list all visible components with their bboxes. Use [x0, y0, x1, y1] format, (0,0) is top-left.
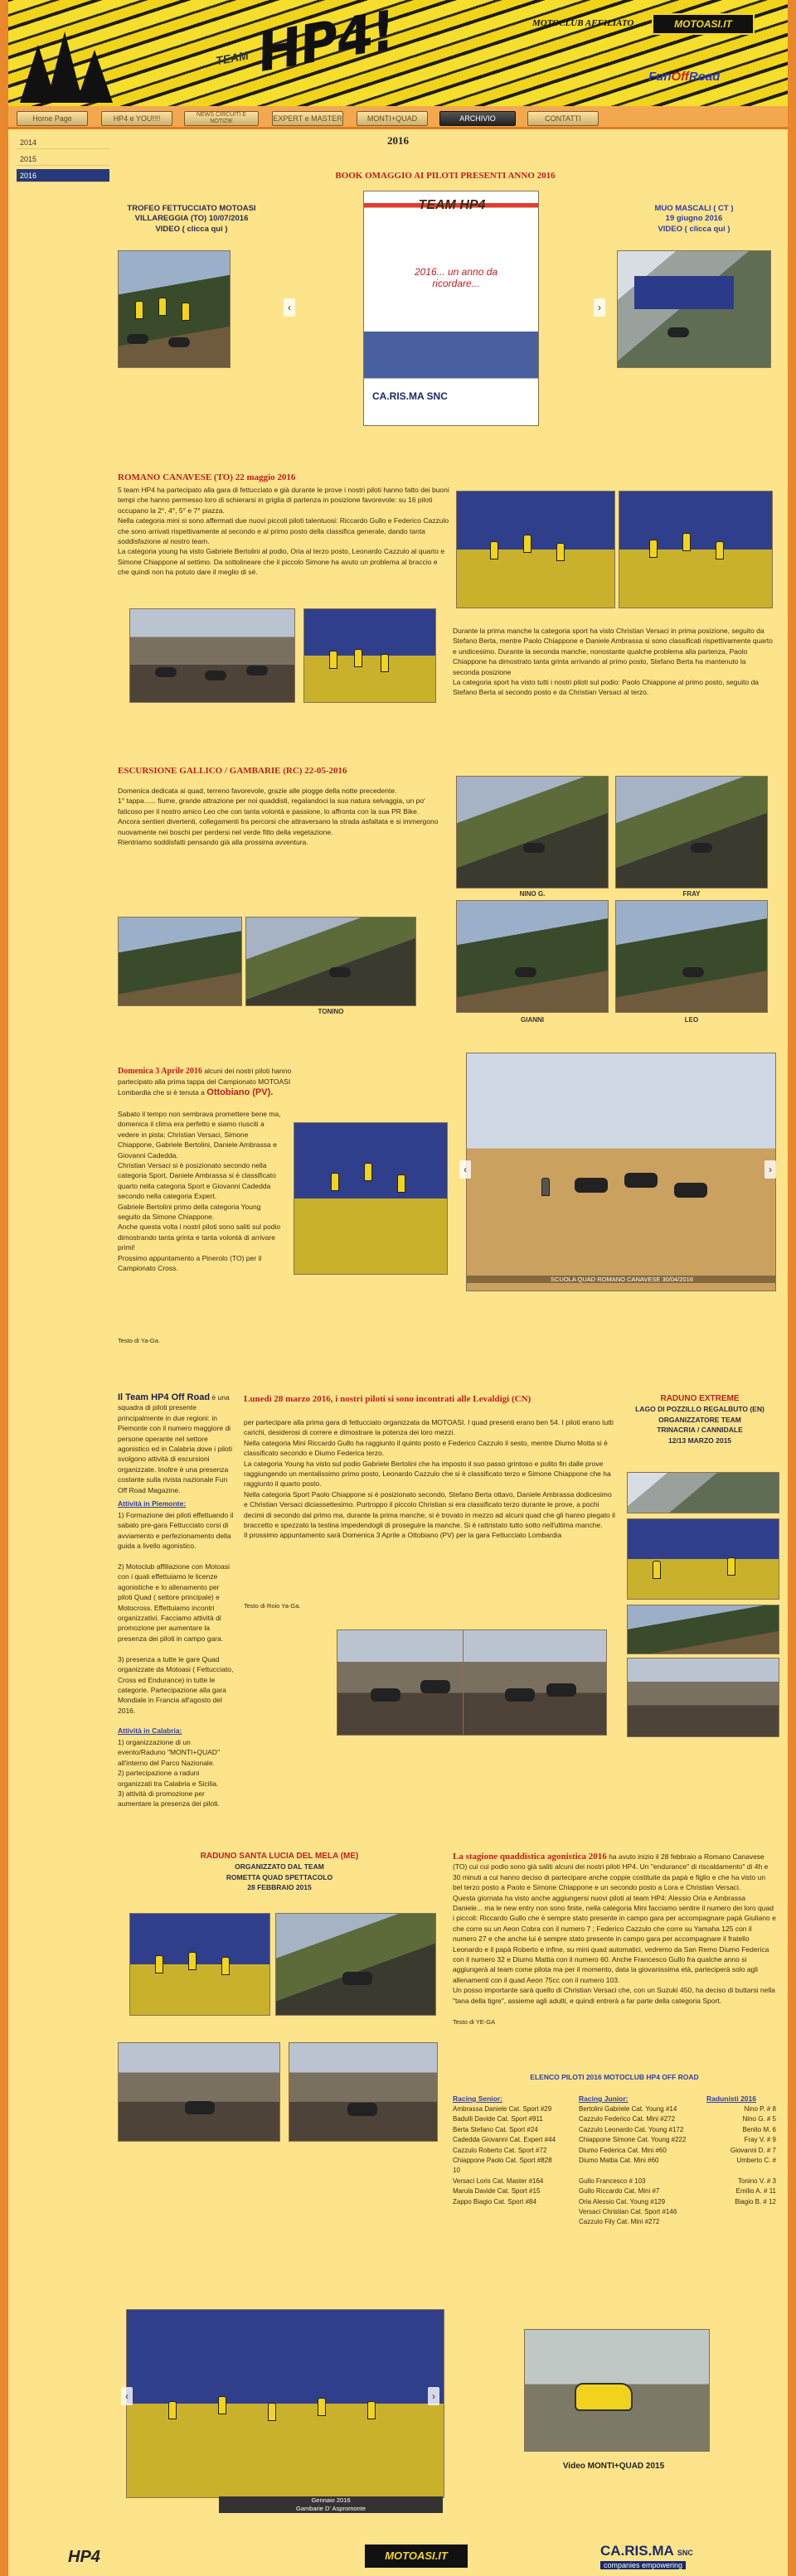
team-hp4-intro: [118, 1392, 234, 1495]
santa-ride-photo-3[interactable]: [289, 2042, 438, 2142]
funoffroad-logo[interactable]: [648, 70, 720, 84]
nav-contatti[interactable]: CONTATTI: [527, 111, 599, 126]
gennaio-photo[interactable]: [126, 2309, 444, 2498]
senior-pilot: Ambrassa Daniele Cat. Sport #29: [453, 2105, 552, 2113]
poster-footer: CA.RIS.MA SNC: [372, 390, 448, 402]
scuola-quad-photo[interactable]: [466, 1053, 776, 1291]
junior-pilot: Gullo Francesco # 103: [579, 2177, 646, 2185]
raduno-dinner-photo[interactable]: [627, 1658, 779, 1737]
motoasi-logo[interactable]: MOTOASI.IT: [652, 13, 755, 35]
rider-figure: [490, 541, 498, 559]
quad-shape: [205, 671, 226, 680]
slider-prev-arrow[interactable]: ‹: [459, 1160, 471, 1179]
team-hp4-intro-text: è una squadra di piloti presente principalmente in due regioni: in Piemonte con il numero maggiore di persone operante nel settore agonistico ed in Calabria dove i piloti svolgono attività di escursioni organizzate. Inoltre è una presenza costante sulla rivista nazionale Fun Off Road Magazine.: [118, 1393, 232, 1494]
senior-pilot: Chiappone Paolo Cat. Sport #828: [453, 2156, 552, 2164]
quad-shape: [342, 1972, 372, 1985]
senior-pilot: Badulli Davide Cat. Sport #911: [453, 2115, 543, 2123]
junior-pilot: Cazzulo Leonardo Cat. Young #172: [579, 2125, 684, 2133]
radunista: Nino G. # 5: [742, 2115, 776, 2123]
quad-shape: [624, 1173, 658, 1188]
senior-pilot: Versaci Loris Cat. Master #164: [453, 2177, 544, 2185]
quad-shape: [546, 1683, 576, 1697]
raduno-extreme-line1: RADUNO EXTREME: [660, 1394, 740, 1403]
nav-expert-master[interactable]: EXPERT e MASTER: [272, 111, 343, 126]
main-nav: [8, 106, 788, 129]
santa-group-photo[interactable]: [129, 1913, 270, 2016]
quad-shape: [168, 337, 190, 347]
quad-shape: [420, 1680, 450, 1693]
scuola-caption: SCUOLA QUAD ROMANO CANAVESE 30/04/2016: [467, 1276, 776, 1283]
santa-line2: ORGANIZZATO DAL TEAM: [235, 1862, 324, 1871]
piemonte-text: 1) Formazione dei piloti effettuando il sabato pre-gara Fettucciato corsi di avviamento e perfezionamento della guida a livello agonistico. 2) Motoclub affiliazione con Motoasi con i quali effettuiamo le licenze agonistiche e lo allenamento per piloti Quad ( settore principale) e Motocross. Effettuiamo incontri organizzativi. Facciamo attività di promozione per aumentare la presenza dei piloti in campo gara. 3) presenza a tutte le gare Quad organizzate da Motoasi ( Fettucciato, Cross ed Endurance) in tutte le categorie. Partecipazione alla gara Mondiale in Francia all'agosto del 2016.: [118, 1511, 234, 1715]
muro-line2: 19 giugno 2016: [665, 214, 723, 224]
junior-pilot: Bertolini Gabriele Cat. Young #14: [579, 2105, 677, 2113]
quad-shape: [155, 667, 177, 677]
rider-figure: [221, 1957, 230, 1975]
junior-pilot: Versaci Christian Cat. Sport #146: [579, 2207, 677, 2215]
radunista: Tonino V. # 3: [738, 2177, 776, 2185]
rider-figure: [367, 2401, 376, 2419]
lunedi-photo-1[interactable]: [337, 1629, 481, 1736]
raduno-banner-photo[interactable]: [627, 1518, 779, 1600]
caption-fray: FRAY: [682, 890, 701, 898]
caption-gianni: GIANNI: [521, 1016, 544, 1024]
rider-figure: [158, 298, 167, 316]
trofeo-caption: [113, 204, 270, 235]
poster-brand: TEAM HP4: [418, 198, 486, 212]
radunisti-list: [706, 2104, 776, 2207]
raduno-lake-photo[interactable]: [627, 1472, 779, 1513]
quad-shape: [682, 967, 704, 977]
site-header: [8, 0, 788, 106]
site-footer: [8, 2536, 788, 2576]
junior-pilot: Chiappone Simone Cat. Young #222: [579, 2136, 687, 2144]
fun-text: Fun: [648, 70, 672, 84]
radunista: Fray V. # 9: [744, 2136, 776, 2144]
domenica-text: Sabato il tempo non sembrava promettere bene ma, domenica il clima era perfetto e siamo riusciti a vedere in pista: Christian Versaci, Simone Chiappone, Gabriele Bertolini, Daniele Ambrassa e Giovanni Cadedda. Christian Versaci si è posizionato secondo nella categoria Sport, Daniele Ambrassa si è classificato quarto nella categoria Sport e Giovanni Cadedda secondo nella categoria Expert. Gabriele Bertolini primo della categoria Young seguito da Simone Chiappone. Anche questa volta i nostri piloti sono saliti sul podio dimostrando tanta grinta e tanta volontà di arrivare primi! Prossimo appuntamento a Pinerolo (TO) per il Campionato Cross.: [118, 1110, 281, 1273]
senior-title: Racing Senior:: [453, 2094, 502, 2103]
raduno-group-photo[interactable]: [627, 1605, 779, 1654]
domenica-title: Domenica 3 Aprile 2016: [118, 1067, 202, 1076]
muro-caption: [617, 204, 771, 235]
junior-pilot: Diumo Mattia Cat. Mini #60: [579, 2156, 659, 2164]
team-hp4-title: Il Team HP4 Off Road: [118, 1392, 211, 1402]
senior-pilot: 10: [453, 2167, 460, 2175]
quad-shape: [523, 843, 545, 853]
raduno-extreme-line5: 12/13 MARZO 2015: [667, 1436, 732, 1445]
quad-shape: [185, 2101, 215, 2114]
rider-figure: [354, 649, 362, 667]
person-figure: [541, 1178, 550, 1196]
radunista: Benito M. 6: [742, 2125, 776, 2133]
elenco-title: ELENCO PILOTI 2016 MOTOCLUB HP4 OFF ROAD: [530, 2073, 699, 2081]
domenica-podium-photo[interactable]: [294, 1122, 448, 1275]
trofeo-line1: TROFEO FETTUCCIATO MOTOASI: [127, 204, 256, 213]
romano-track-photo[interactable]: [129, 608, 295, 703]
sidebar-year-2015[interactable]: 2015: [17, 153, 109, 166]
motoclub-affiliato: MOTOCLUB AFFILIATO: [532, 18, 634, 28]
santa-lucia-caption: [118, 1852, 441, 1893]
romano-podium-photo-1[interactable]: [456, 491, 615, 608]
nav-home[interactable]: Home Page: [17, 111, 88, 126]
junior-pilot: Cazzulo Fily Cat. Mini #272: [579, 2218, 660, 2226]
santa-ride-photo-2[interactable]: [118, 2042, 280, 2142]
book-poster[interactable]: [363, 191, 539, 426]
carisma-snc: SNC: [677, 2549, 693, 2557]
footer-motoasi-logo[interactable]: MOTOASI.IT: [365, 2545, 468, 2568]
rider-figure: [329, 651, 337, 669]
poster-text: 2016... un anno da ricordare...: [414, 266, 498, 289]
caption-tonino: TONINO: [318, 1008, 344, 1015]
car-shape: [575, 2383, 633, 2411]
rider-figure: [182, 303, 190, 321]
lunedi-photo-2[interactable]: [463, 1629, 607, 1736]
rider-figure: [318, 2398, 326, 2416]
quad-shape: [246, 666, 268, 675]
carisma-subtitle: companies empowering: [600, 2561, 686, 2569]
nav-archivio[interactable]: ARCHIVIO: [439, 111, 516, 126]
senior-pilot: Zappo Biagio Cat. Sport #84: [453, 2197, 536, 2206]
sidebar-year-2014[interactable]: 2014: [17, 136, 109, 149]
escursione-title: ESCURSIONE GALLICO / GAMBARIE (RC) 22-05-2016: [118, 766, 347, 776]
lunedi-credit: Testo di Roio Ya-Ga.: [244, 1602, 301, 1610]
radunista: Biagio B. # 12: [735, 2197, 776, 2206]
calabria-text: 1) organizzazione di un evento/Raduno "MONTI+QUAD" all'interno del Parco Nazionale. 2) partecipazione a raduni organizzati tra Calabria e Sicilia. 3) attività di promozione per aumentare la presenza dei piloti.: [118, 1738, 220, 1809]
quad-shape: [691, 843, 712, 853]
rider-figure: [381, 654, 389, 672]
radunista: Giovanni D. # 7: [730, 2146, 776, 2154]
carisma-text: CA.RIS.MA: [600, 2543, 674, 2559]
junior-list: [579, 2104, 703, 2228]
gennaio-caption-line1: Gennaio 2016: [311, 2496, 351, 2504]
caption-leo: LEO: [684, 1016, 699, 1024]
radunista: Umberto C. #: [736, 2156, 776, 2164]
raduno-extreme-caption: [624, 1394, 776, 1445]
rider-figure: [364, 1163, 372, 1181]
rider-figure: [649, 540, 658, 558]
quad-shape: [347, 2103, 377, 2116]
slider-next-arrow[interactable]: ›: [764, 1160, 776, 1179]
escursione-text: Domenica dedicata ai quad, terreno favorevole, grazie alle piogge della notte precedente. 1° tappa...... fiume, grande attrazione per noi quaddisti, regalandoci la sua natura selvaggia, un po' faticoso per il nostro amico Leo che con tanta volontà e passione, lo affronta con la sua PR Bike. Ancora sentieri divertenti, collegamenti fra percorsi che attraversano la strada asfaltata e si immergono nuovamente nei boschi per perdersi nel verde fitto della vegetazione. Rientriamo soddisfatti pensando già alla prossima avventura.: [118, 787, 439, 847]
footer-carisma-logo[interactable]: [600, 2543, 693, 2559]
senior-pilot: Cadedda Giovanni Cat. Expert #44: [453, 2136, 556, 2144]
team-label: TEAM: [214, 48, 250, 68]
muro-video-link[interactable]: VIDEO ( clicca qui ): [658, 224, 730, 234]
video-monti-quad-thumbnail[interactable]: [524, 2329, 710, 2452]
book-title: BOOK OMAGGIO AI PILOTI PRESENTI ANNO 2016: [335, 171, 556, 181]
rider-figure: [682, 533, 691, 551]
off-text: Off: [671, 70, 689, 84]
romano-left-text: 5 team HP4 ha partecipato alla gara di fettucciato e già durante le prove i nostri piloti hanno fatto dei buoni tempi che hanno permesso loro di schierarsi in griglia di partenza in posizione favorevole: su 16 piloti occupano la 2°, 4°, 5° e 7° piazza. Nella categoria mini si sono affermati due nuovi piccoli piloti talentuosi: Riccardo Gullo e Federico Cazzulo che sono arrivati rispettivamente al secondo e al primo posto della classifica generale, dando tanta soddisfazione al nostro team. La categoria young ha visto Gabriele Bertolini al podio, Oria al terzo posto, Leonardo Cazzulo al quarto e Simone Chiappone al settimo. Da sottolineare che il piccolo Simone ha avuto un problema al braccio e che quindi non ha potuto dare il meglio di sé.: [118, 486, 449, 577]
hp4-logo[interactable]: HP4!: [252, 0, 400, 85]
stagione-block: [453, 1852, 776, 2006]
rider-figure: [716, 541, 724, 559]
rider-figure: [188, 1952, 197, 1970]
junior-pilot: [579, 2166, 703, 2176]
nav-news[interactable]: NEWS CIRCUITI E NOTIZIE: [184, 111, 259, 126]
radunista: Nino P. # 8: [744, 2105, 776, 2113]
senior-pilot: Berta Stefano Cat. Sport #24: [453, 2125, 538, 2133]
senior-pilot: Cazzulo Roberto Cat. Sport #72: [453, 2146, 547, 2154]
escursione-photo-fray[interactable]: [615, 776, 768, 889]
junior-pilot: Diumo Federica Cat. Mini #60: [579, 2146, 667, 2154]
santa-line4: 28 FEBBRAIO 2015: [247, 1883, 312, 1892]
raduno-extreme-line2: LAGO DI POZZILLO REGALBUTO (EN): [635, 1405, 764, 1414]
calabria-title: Attività in Calabria:: [118, 1726, 182, 1735]
rider-figure: [397, 1174, 405, 1193]
gennaio-caption: [219, 2496, 443, 2513]
slider-next-arrow[interactable]: ›: [594, 298, 605, 317]
escursione-photo-nino[interactable]: [456, 776, 609, 889]
domenica-credit: Testo di Ya-Ga.: [118, 1337, 160, 1344]
rider-figure: [653, 1561, 661, 1579]
piemonte-title: Attività in Piemonte:: [118, 1499, 187, 1508]
raduno-extreme-line3: ORGANIZZATORE TEAM: [658, 1415, 741, 1424]
escursione-photo-gianni[interactable]: [456, 900, 609, 1013]
radunista: [706, 2166, 776, 2176]
stagione-credit: Testo di YE-GA: [453, 2018, 496, 2026]
slider-prev-arrow[interactable]: ‹: [121, 2387, 133, 2405]
santa-line3: ROMETTA QUAD SPETTACOLO: [226, 1872, 333, 1881]
quad-shape: [371, 1688, 400, 1702]
rider-figure: [155, 1955, 163, 1973]
video-monti-quad-link[interactable]: Video MONTI+QUAD 2015: [562, 2462, 665, 2471]
rider-figure: [218, 2396, 226, 2414]
trofeo-video-link[interactable]: VIDEO ( clicca qui ): [155, 224, 228, 234]
quad-shape: [329, 967, 351, 977]
trofeo-line2: VILLAREGGIA (TO) 10/07/2016: [134, 214, 249, 224]
quad-shape: [674, 1183, 707, 1198]
domenica-place: Ottobiano (PV).: [206, 1087, 274, 1097]
lunedi-text: per partecipare alla prima gara di fettucciato organizzata da MOTOASI. I quad presenti erano ben 54. I piloti erano tutti carichi, desiderosi di correre e dimostrare la potenza dei loro mezzi. Nella categoria Mini Riccardo Gullo ha raggiunto il quinto posto e Federico Cazzulo il sesto, mentre Diumo Motta si è classificato secondo e Diumo Federica terzo. La categoria Young ha visto sul podio Gabriele Bertolini che ha imposto il suo passo grintoso e pulito fin dalle prove raggiungendo un mentalissimo primo posto, Leonardo Cazzulo che si è classificato terzo e Simone Chiappone che ha raggiunto il quarto posto. Nella categoria Sport Paolo Chiappone si è posizionato secondo, Stefano Berta ottavo, Daniele Ambrassa dodicesimo e Christian Versaci diciassettesimo. Purtroppo il piccolo Christian si era classificato terzo durante le prove, a pochi decimi di secondo dal primo ma, durante la prima manche, si è trovato in mezzo ad alcuni quad che gli hanno piegato il braccetto e spezzato la testina impedendogli di proseguire la manche. Si è rattristato tutto sotto nell'ultima manche. Il prossimo appuntamento sarà Domenica 3 Aprile a Ottobiano (PV) per la gara Fettucciato Lombardia: [244, 1418, 615, 1540]
rider-figure: [168, 2401, 177, 2419]
nav-hp4-and-you[interactable]: HP4 e YOU!!!!: [101, 111, 172, 126]
road-text: Road: [688, 70, 721, 84]
page-frame: [8, 0, 788, 2576]
rider-figure: [331, 1173, 339, 1191]
quad-shape: [667, 327, 689, 337]
stagione-text: ha avuto inizio il 28 febbraio a Romano Canavese (TO) cui cui podio sono già saliti alcuni dei nostri piloti HP4. Un "endurance" di riscaldamento" di 4h e 30 minuti a cui hanno deciso di partecipare anche coppie costituite da papà e figlio e che ha visto un bel terzo posto a Paolo e Simone Chiappone e un secondo posto a Lora e Christian Versaci. Questa giornata ha visto anche aggiungersi nuovi piloti al team HP4: Alessio Oria e Ambrassa Daniele... ma le new entry non sono finite, nella categoria Mini facciamo sentire il numero dei loro quad i piccoli: Riccardo Gullo che è sempre stato presente in campo gara per accompagnare papà Giuliano e che corre su un Aeon Cobra con il numero 7 ; Federico Cazzulo che corre su Yamaha 125 con il numero 27 e che anche lui è sempre stato presente in campo gara per accompagnare il fratello Leonardo e il papà Roberto e infine, su mini quad automatici, vedremo da San Remo Diumo Federica con il numero 32 e Diumo Mattia con il numero 60. Anche Francesco Gullo fra qualche anno si aggiungerà al team come pilota ma per il momento, data la giovanissima età, parteciperà solo agli allenamenti con il quad Aeon 75cc con il numero 103. Un posso importante sarà quello di Christian Versaci che, con un Suzuki 450, ha deciso di buttarsi nella "tana della tigre", assieme agli adulti, e quindi entrerà a far parte della categoria Sport.: [453, 1852, 776, 2005]
romano-podium-photo-2[interactable]: [619, 491, 773, 608]
page-title: 2016: [387, 134, 409, 147]
santa-line1: RADUNO SANTA LUCIA DEL MELA (ME): [200, 1852, 359, 1861]
radunisti-title: Radunisti 2016: [706, 2094, 756, 2103]
nav-monti-quad[interactable]: MONTI+QUAD: [357, 111, 428, 126]
quad-shape: [515, 967, 536, 977]
escursione-photo-river[interactable]: [118, 917, 242, 1006]
rider-figure: [135, 301, 143, 319]
rider-figure: [556, 543, 565, 561]
romano-group-photo[interactable]: [303, 608, 436, 703]
lunedi-title: Lunedì 28 marzo 2016, i nostri piloti si sono incontrati alle Levaldigi (CN): [244, 1394, 531, 1404]
junior-pilot: Gullo Riccardo Cat. Mini #7: [579, 2187, 660, 2196]
muro-photo[interactable]: [617, 250, 771, 368]
junior-pilot: Cazzulo Federico Cat. Mini #272: [579, 2115, 676, 2123]
gennaio-caption-line2: Gambarie D' Aspromonte: [296, 2505, 366, 2512]
tent-shape: [634, 276, 734, 309]
rider-figure: [523, 535, 531, 553]
footer-hp4-logo[interactable]: HP4: [68, 2548, 100, 2566]
junior-title: Racing Junior:: [579, 2094, 629, 2103]
trofeo-photo[interactable]: [118, 250, 231, 368]
escursione-photo-leo[interactable]: [615, 900, 768, 1013]
quad-shape: [575, 1178, 608, 1193]
slider-next-arrow[interactable]: ›: [428, 2387, 439, 2405]
escursione-photo-tonino[interactable]: [245, 917, 416, 1006]
caption-nino: NINO G.: [519, 890, 546, 898]
tree-silhouette: [76, 50, 113, 103]
romano-title: ROMANO CANAVESE (TO) 22 maggio 2016: [118, 472, 296, 482]
junior-pilot: Oria Alessio Cat. Young #129: [579, 2197, 666, 2206]
domenica-intro: [118, 1066, 292, 1097]
romano-right-text: Durante la prima manche la categoria sport ha visto Christian Versaci in prima posizione, seguito da Stefano Berta, mentre Paolo Chiappone e Daniele Ambrassa si sono classificati rispettivamente quarto e undicesimo. Durante la seconda manche, nonostante qualche problema alla partenza, Paolo Chiappone ha dimostrato tanta grinta arrivando al primo posto, Stefano Berta ha mantenuto la seconda posizione La categoria sport ha visto tutti i nostri piloti sul podio: Paolo Chiappone al primo posto, seguito da Stefano Berta al secondo posto e da Christian Versaci al terzo.: [453, 627, 774, 697]
senior-pilot: Marula Davide Cat. Sport #15: [453, 2187, 541, 2196]
stagione-title: La stagione quaddistica agonistica 2016: [453, 1852, 607, 1862]
domenica-title-rest: alcuni dei nostri piloti hanno partecipato alla prima tappa del Campionato MOTOASI Lombardia che si è tenuta a: [118, 1067, 292, 1097]
rider-figure: [268, 2403, 276, 2421]
slider-prev-arrow[interactable]: ‹: [284, 298, 295, 317]
quad-shape: [127, 334, 148, 344]
raduno-extreme-line4: TRINACRIA / CANNIDALE: [657, 1426, 743, 1435]
senior-list: [453, 2104, 577, 2207]
radunista: Emilio A. # 11: [735, 2187, 776, 2196]
santa-ride-photo-1[interactable]: [275, 1913, 436, 2016]
sidebar-year-2016[interactable]: 2016: [17, 169, 109, 182]
rider-figure: [727, 1557, 735, 1576]
muro-line1: MUO MASCALI ( CT ): [654, 204, 734, 213]
quad-shape: [505, 1688, 535, 1702]
